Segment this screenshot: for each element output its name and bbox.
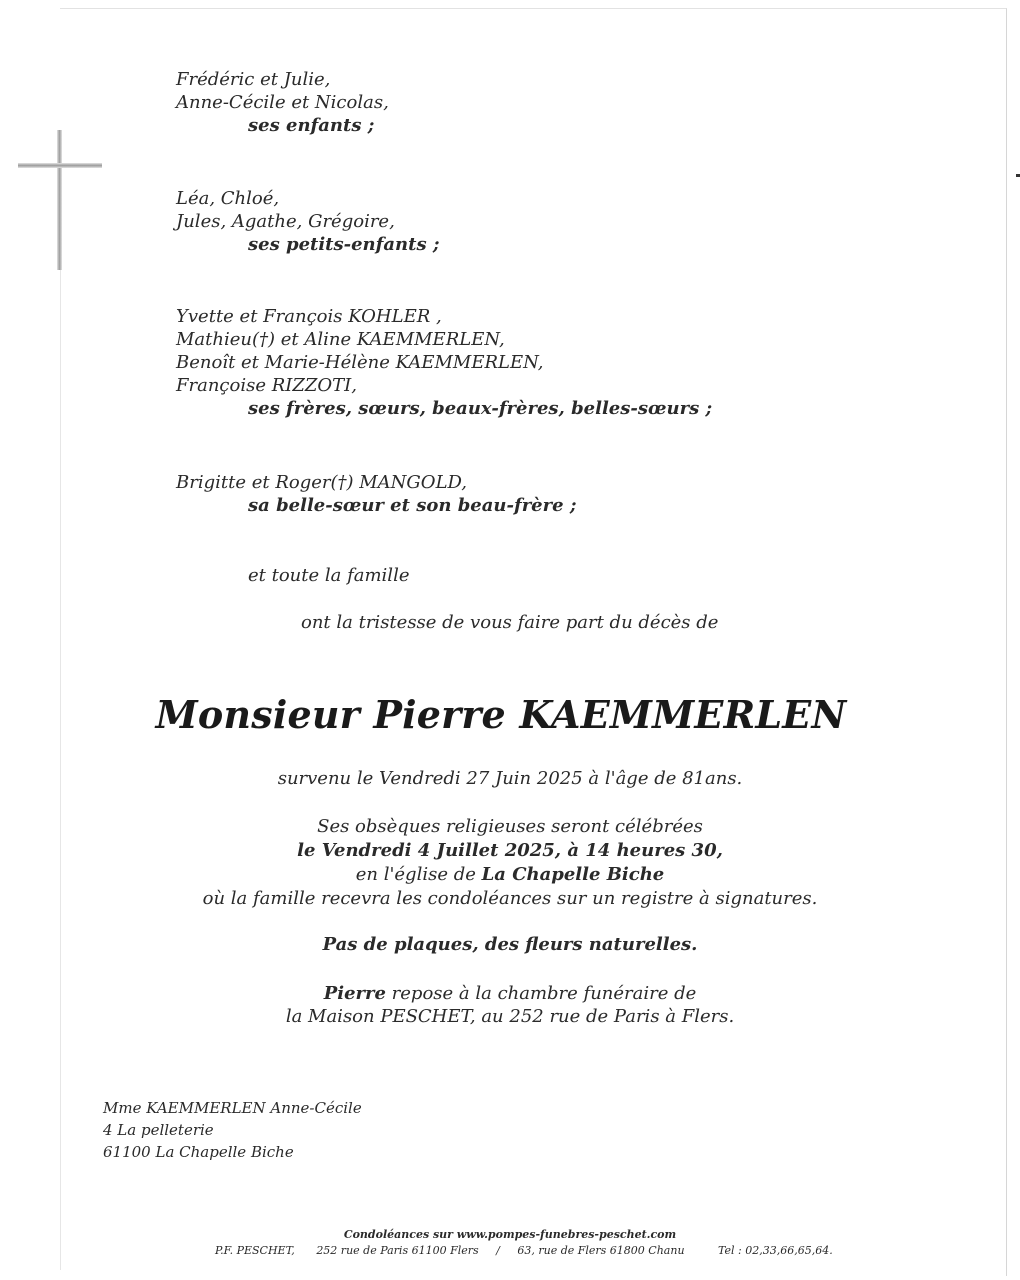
children-group — [176, 68, 389, 137]
resting-name: Pierre — [323, 983, 386, 1004]
grandchildren-role: ses petits-enfants ; — [248, 234, 440, 255]
funeral-church-line — [0, 864, 1020, 885]
inlaws-group — [176, 471, 576, 517]
grandchildren-line: Léa, Chloé, — [176, 188, 280, 209]
footer-phone: Tel : 02,33,66,65,64. — [718, 1244, 833, 1257]
church-place: La Chapelle Biche — [481, 864, 665, 885]
resting-line-1 — [0, 983, 1020, 1004]
siblings-line: Benoît et Marie-Hélène KAEMMERLEN, — [176, 352, 544, 373]
footer-address-1: 252 rue de Paris 61100 Flers — [316, 1244, 479, 1257]
contact-address — [103, 1097, 362, 1163]
children-line: Anne-Cécile et Nicolas, — [176, 92, 389, 113]
announcement-line: ont la tristesse de vous faire part du décès de — [301, 612, 719, 633]
funeral-line-1: Ses obsèques religieuses seront célébrées — [317, 816, 703, 837]
death-line: survenu le Vendredi 27 Juin 2025 à l'âge de 81ans. — [277, 768, 743, 789]
scan-mark — [1016, 174, 1020, 177]
cross-icon-bar — [18, 163, 102, 168]
footer-separator: / — [496, 1244, 500, 1257]
footer-company: P.F. PESCHET, — [215, 1244, 295, 1257]
footer-company-line — [215, 1244, 833, 1257]
address-line: 4 La pelleterie — [103, 1121, 214, 1139]
funeral-line-4: où la famille recevra les condoléances sur un registre à signatures. — [202, 888, 818, 909]
siblings-line: Françoise RIZZOTI, — [176, 375, 357, 396]
address-line: Mme KAEMMERLEN Anne-Cécile — [103, 1099, 362, 1117]
footer-address-2: 63, rue de Flers 61800 Chanu — [517, 1244, 685, 1257]
grandchildren-group — [176, 187, 440, 256]
siblings-role: ses frères, sœurs, beaux-frères, belles-sœurs ; — [248, 398, 713, 419]
inlaws-role: sa belle-sœur et son beau-frère ; — [248, 495, 577, 516]
children-line: Frédéric et Julie, — [176, 69, 331, 90]
others-line: et toute la famille — [248, 565, 410, 586]
grandchildren-line: Jules, Agathe, Grégoire, — [176, 211, 395, 232]
cross-icon — [57, 130, 62, 270]
inlaws-line: Brigitte et Roger(†) MANGOLD, — [176, 472, 468, 493]
siblings-line: Yvette et François KOHLER , — [176, 306, 442, 327]
flowers-note: Pas de plaques, des fleurs naturelles. — [322, 934, 698, 955]
siblings-group — [176, 305, 712, 420]
resting-text: repose à la chambre funéraire de — [385, 983, 697, 1004]
church-prefix: en l'église de — [355, 864, 482, 885]
funeral-date: le Vendredi 4 Juillet 2025, à 14 heures 30, — [297, 840, 723, 861]
siblings-line: Mathieu(†) et Aline KAEMMERLEN, — [176, 329, 505, 350]
footer-condolences: Condoléances sur www.pompes-funebres-peschet.com — [343, 1228, 677, 1241]
resting-line-2: la Maison PESCHET, au 252 rue de Paris à Flers. — [285, 1006, 735, 1027]
address-line: 61100 La Chapelle Biche — [103, 1143, 294, 1161]
deceased-name: Monsieur Pierre KAEMMERLEN — [155, 692, 847, 737]
children-role: ses enfants ; — [248, 115, 375, 136]
